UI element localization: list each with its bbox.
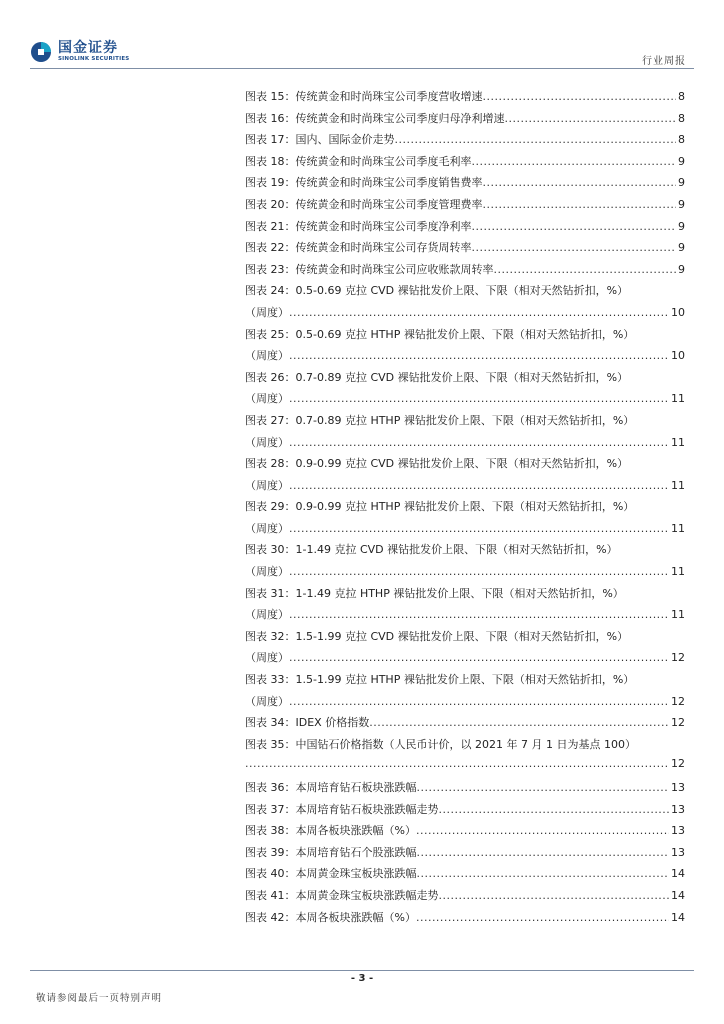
toc-leader-dots (289, 608, 669, 621)
toc-leader-dots (417, 781, 670, 794)
toc-entry[interactable] (245, 909, 685, 931)
toc-entry[interactable] (245, 779, 685, 801)
toc-page-number: 11 (671, 392, 685, 406)
toc-leader-dots (483, 90, 677, 103)
toc-entry-label: 图表 40：本周黄金珠宝板块涨跌幅 (245, 867, 417, 881)
toc-page-number: 9 (678, 197, 685, 211)
toc-entry-label: 图表 27：0.7-0.89 克拉 HTHP 裸钻批发价上限、下限（相对天然钻折扣，%） (245, 413, 635, 427)
toc-entry-label: 图表 17：国内、国际金价走势 (245, 133, 395, 147)
toc-leader-dots (289, 695, 669, 708)
toc-entry-label: 图表 31：1-1.49 克拉 HTHP 裸钻批发价上限、下限（相对天然钻折扣，%） (245, 586, 624, 600)
toc-leader-dots (417, 846, 670, 859)
toc-entry-label: 图表 41：本周黄金珠宝板块涨跌幅走势 (245, 888, 439, 902)
toc-entry-continuation[interactable] (245, 434, 685, 456)
page-header (0, 0, 724, 80)
logo-chinese-name: 国金证券 (58, 40, 118, 56)
toc-leader-dots (289, 306, 669, 319)
toc-entry[interactable] (245, 218, 685, 240)
toc-entry-label: 图表 42：本周各板块涨跌幅（%） (245, 910, 416, 924)
disclaimer-note: 敬请参阅最后一页特别声明 (36, 993, 163, 1004)
toc-leader-dots (472, 220, 677, 233)
toc-page-number: 8 (678, 90, 685, 103)
toc-entry[interactable] (245, 88, 685, 110)
toc-page-number: 11 (671, 608, 685, 622)
footer-divider (30, 970, 694, 971)
toc-page-number: 10 (671, 305, 685, 319)
toc-page-number: 8 (678, 111, 685, 125)
toc-page-number: 14 (671, 910, 685, 924)
toc-leader-dots (245, 757, 669, 770)
toc-entry-label: 图表 28：0.9-0.99 克拉 CVD 裸钻批发价上限、下限（相对天然钻折扣，%） (245, 457, 629, 471)
toc-leader-dots (472, 241, 677, 254)
toc-entry-label: 图表 38：本周各板块涨跌幅（%） (245, 824, 416, 838)
page-number: - 3 - (350, 973, 374, 984)
toc-entry-label: 图表 21：传统黄金和时尚珠宝公司季度净利率 (245, 219, 472, 233)
toc-entry-cont-label: （周度） (245, 608, 289, 622)
toc-entry-cont-label: （周度） (245, 565, 289, 579)
toc-page-number: 14 (671, 867, 685, 881)
toc-entry-label: 图表 30：1-1.49 克拉 CVD 裸钻批发价上限、下限（相对天然钻折扣，%） (245, 543, 618, 557)
toc-entry-label: 图表 16：传统黄金和时尚珠宝公司季度归母净利增速 (245, 111, 505, 125)
toc-entry[interactable] (245, 887, 685, 909)
toc-leader-dots (289, 522, 669, 535)
toc-page-number: 10 (671, 349, 685, 363)
toc-entry-label: 图表 25：0.5-0.69 克拉 HTHP 裸钻批发价上限、下限（相对天然钻折扣，%） (245, 327, 635, 341)
toc-page-number: 13 (671, 802, 685, 816)
company-logo (30, 41, 129, 63)
toc-entry-continuation[interactable] (245, 563, 685, 585)
toc-page-number: 8 (678, 133, 685, 147)
toc-page-number: 9 (678, 262, 685, 276)
toc-entry-cont-label: （周度） (245, 305, 289, 319)
toc-entry-continuation[interactable] (245, 347, 685, 369)
toc-entry-continuation[interactable] (245, 757, 685, 779)
toc-entry-continuation[interactable] (245, 477, 685, 499)
toc-leader-dots (395, 133, 677, 146)
toc-entry[interactable] (245, 412, 685, 434)
toc-entry-label: 图表 34：IDEX 价格指数 (245, 716, 370, 730)
toc-entry-continuation[interactable] (245, 304, 685, 326)
toc-leader-dots (494, 263, 677, 276)
toc-leader-dots (416, 911, 669, 924)
toc-entry[interactable] (245, 239, 685, 261)
toc-entry[interactable] (245, 541, 685, 563)
toc-entry[interactable] (245, 844, 685, 866)
toc-entry-label: 图表 19：传统黄金和时尚珠宝公司季度销售费率 (245, 176, 483, 190)
toc-page-number: 12 (671, 716, 685, 730)
toc-leader-dots (289, 436, 669, 449)
toc-entry-label: 图表 22：传统黄金和时尚珠宝公司存货周转率 (245, 241, 472, 255)
toc-entry[interactable] (245, 196, 685, 218)
toc-page-number: 9 (678, 241, 685, 255)
toc-entry-cont-label: （周度） (245, 651, 289, 665)
toc-entry-continuation[interactable] (245, 390, 685, 412)
toc-entry-label: 图表 29：0.9-0.99 克拉 HTHP 裸钻批发价上限、下限（相对天然钻折扣，%） (245, 500, 635, 514)
toc-entry[interactable] (245, 736, 685, 758)
toc-leader-dots (505, 112, 677, 125)
toc-entry-label: 图表 15：传统黄金和时尚珠宝公司季度营收增速 (245, 90, 483, 103)
toc-entry-cont-label: （周度） (245, 349, 289, 363)
toc-entry-label: 图表 26：0.7-0.89 克拉 CVD 裸钻批发价上限、下限（相对天然钻折扣，%） (245, 370, 629, 384)
toc-entry[interactable] (245, 498, 685, 520)
toc-entry-label: 图表 32：1.5-1.99 克拉 CVD 裸钻批发价上限、下限（相对天然钻折扣，%） (245, 629, 629, 643)
toc-entry[interactable] (245, 671, 685, 693)
toc-leader-dots (417, 867, 670, 880)
toc-page-number: 11 (671, 521, 685, 535)
toc-leader-dots (289, 565, 669, 578)
toc-page-number: 11 (671, 565, 685, 579)
toc-entry-label: 图表 35：中国钻石价格指数（人民币计价，以 2021 年 7 月 1 日为基点 100） (245, 737, 636, 751)
toc-entry-cont-label: （周度） (245, 521, 289, 535)
toc-page-number: 12 (671, 694, 685, 708)
toc-entry[interactable] (245, 326, 685, 348)
logo-english-name: SINOLINK SECURITIES (58, 56, 130, 62)
toc-page-number: 12 (671, 651, 685, 665)
toc-entry[interactable] (245, 261, 685, 283)
toc-entry-label: 图表 18：传统黄金和时尚珠宝公司季度毛利率 (245, 154, 472, 168)
toc-page-number: 13 (671, 845, 685, 859)
toc-entry-cont-label: （周度） (245, 392, 289, 406)
toc-leader-dots (289, 349, 669, 362)
toc-entry[interactable] (245, 131, 685, 153)
toc-entry-cont-label: （周度） (245, 478, 289, 492)
report-type-label: 行业周报 (642, 56, 686, 67)
toc-entry[interactable] (245, 282, 685, 304)
toc-entry[interactable] (245, 153, 685, 175)
toc-page-number: 13 (671, 824, 685, 838)
toc-entry[interactable] (245, 714, 685, 736)
toc-leader-dots (289, 479, 669, 492)
toc-entry[interactable] (245, 369, 685, 391)
toc-leader-dots (439, 889, 670, 902)
toc-leader-dots (416, 824, 669, 837)
toc-page-number: 9 (678, 176, 685, 190)
toc-entry-continuation[interactable] (245, 520, 685, 542)
toc-page-number: 11 (671, 435, 685, 449)
sinolink-logo-icon (30, 41, 52, 63)
toc-entry[interactable] (245, 174, 685, 196)
toc-page-number: 9 (678, 219, 685, 233)
toc-page-number: 13 (671, 781, 685, 794)
toc-leader-dots (369, 716, 669, 729)
toc-page-number: 11 (671, 478, 685, 492)
toc-entry-label: 图表 23：传统黄金和时尚珠宝公司应收账款周转率 (245, 262, 494, 276)
toc-entry[interactable] (245, 865, 685, 887)
toc-leader-dots (439, 803, 670, 816)
header-divider (30, 68, 694, 69)
toc-entry[interactable] (245, 455, 685, 477)
toc-entry[interactable] (245, 585, 685, 607)
toc-leader-dots (289, 392, 669, 405)
toc-page-number: 12 (671, 757, 685, 771)
toc-entry-label: 图表 33：1.5-1.99 克拉 HTHP 裸钻批发价上限、下限（相对天然钻折扣，%） (245, 673, 635, 687)
toc-entry-label: 图表 20：传统黄金和时尚珠宝公司季度管理费率 (245, 197, 483, 211)
toc-entry-continuation[interactable] (245, 649, 685, 671)
toc-entry-label: 图表 36：本周培育钻石板块涨跌幅 (245, 781, 417, 794)
toc-entry[interactable] (245, 801, 685, 823)
toc-entry-label: 图表 39：本周培育钻石个股涨跌幅 (245, 845, 417, 859)
toc-page-number: 9 (678, 154, 685, 168)
toc-entry-cont-label: （周度） (245, 694, 289, 708)
toc-leader-dots (483, 198, 677, 211)
toc-entry-continuation[interactable] (245, 606, 685, 628)
toc-leader-dots (483, 176, 677, 189)
toc-leader-dots (472, 155, 677, 168)
figure-index-list (245, 88, 685, 930)
toc-leader-dots (289, 651, 669, 664)
toc-entry-continuation[interactable] (245, 693, 685, 715)
toc-page-number: 14 (671, 888, 685, 902)
toc-entry[interactable] (245, 628, 685, 650)
toc-entry-label: 图表 24：0.5-0.69 克拉 CVD 裸钻批发价上限、下限（相对天然钻折扣，%） (245, 284, 629, 298)
toc-entry-label: 图表 37：本周培育钻石板块涨跌幅走势 (245, 802, 439, 816)
toc-entry[interactable] (245, 822, 685, 844)
toc-entry-cont-label: （周度） (245, 435, 289, 449)
toc-entry[interactable] (245, 110, 685, 132)
